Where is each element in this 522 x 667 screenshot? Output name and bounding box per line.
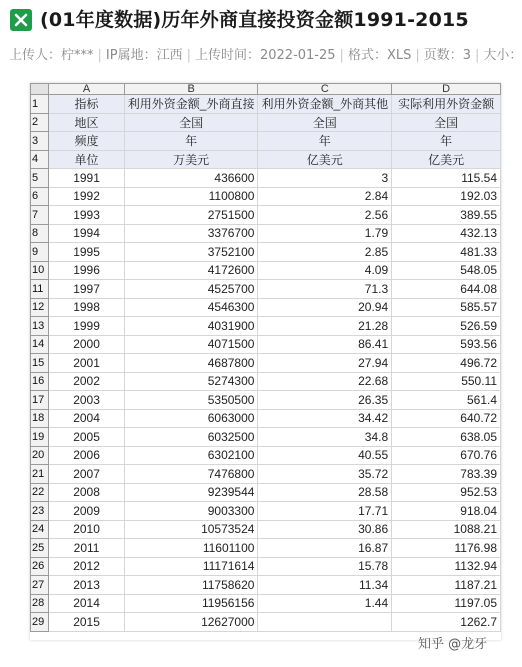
value-cell-d: 432.13 bbox=[392, 224, 501, 243]
col-letter-a: A bbox=[49, 84, 124, 95]
year-cell: 2005 bbox=[49, 428, 124, 447]
table-row bbox=[31, 613, 501, 632]
meta-format: 格式：XLS bbox=[347, 48, 412, 63]
value-cell-d: 593.56 bbox=[392, 335, 501, 354]
header-label-cell: 频度 bbox=[49, 132, 124, 151]
value-cell-b: 10573524 bbox=[124, 520, 258, 539]
row-number: 11 bbox=[31, 280, 49, 299]
value-cell-c: 2.85 bbox=[258, 243, 392, 262]
year-cell: 1992 bbox=[49, 187, 124, 206]
row-number: 15 bbox=[31, 354, 49, 373]
year-cell: 2006 bbox=[49, 446, 124, 465]
value-cell-c: 1.79 bbox=[258, 224, 392, 243]
value-cell-b: 万美元 bbox=[124, 150, 258, 169]
value-cell-d: 783.39 bbox=[392, 465, 501, 484]
year-cell: 1999 bbox=[49, 317, 124, 336]
row-number: 22 bbox=[31, 483, 49, 502]
year-cell: 1993 bbox=[49, 206, 124, 225]
row-number: 13 bbox=[31, 317, 49, 336]
value-cell-c: 1.44 bbox=[258, 594, 392, 613]
row-number: 9 bbox=[31, 243, 49, 262]
value-cell-b: 5350500 bbox=[124, 391, 258, 410]
value-cell-c: 2.84 bbox=[258, 187, 392, 206]
value-cell-d: 1176.98 bbox=[392, 539, 501, 558]
value-cell-d: 全国 bbox=[392, 113, 501, 132]
header-row bbox=[31, 132, 501, 151]
year-cell: 1996 bbox=[49, 261, 124, 280]
row-number: 25 bbox=[31, 539, 49, 558]
row-number: 17 bbox=[31, 391, 49, 410]
row-number: 23 bbox=[31, 502, 49, 521]
year-cell: 2000 bbox=[49, 335, 124, 354]
header-row bbox=[31, 113, 501, 132]
row-number: 8 bbox=[31, 224, 49, 243]
value-cell-d: 1197.05 bbox=[392, 594, 501, 613]
value-cell-c: 22.68 bbox=[258, 372, 392, 391]
value-cell-b: 4525700 bbox=[124, 280, 258, 299]
value-cell-c bbox=[258, 613, 392, 632]
value-cell-c: 11.34 bbox=[258, 576, 392, 595]
value-cell-d: 548.05 bbox=[392, 261, 501, 280]
value-cell-b: 4546300 bbox=[124, 298, 258, 317]
table-row bbox=[31, 483, 501, 502]
row-number: 29 bbox=[31, 613, 49, 632]
value-cell-b: 6302100 bbox=[124, 446, 258, 465]
value-cell-b: 3376700 bbox=[124, 224, 258, 243]
year-cell: 2015 bbox=[49, 613, 124, 632]
value-cell-b: 5274300 bbox=[124, 372, 258, 391]
value-cell-d: 585.57 bbox=[392, 298, 501, 317]
header-label-cell: 单位 bbox=[49, 150, 124, 169]
value-cell-c: 71.3 bbox=[258, 280, 392, 299]
value-cell-d: 640.72 bbox=[392, 409, 501, 428]
header-row bbox=[31, 150, 501, 169]
table-row bbox=[31, 335, 501, 354]
year-cell: 2013 bbox=[49, 576, 124, 595]
table-row bbox=[31, 557, 501, 576]
document-meta: 上传人：柠*** | IP属地：江西 | 上传时间：2022-01-25 | 格式：XLS | 页数：3 | 大小： bbox=[9, 48, 522, 63]
row-number: 4 bbox=[31, 150, 49, 169]
value-cell-c: 20.94 bbox=[258, 298, 392, 317]
document-header bbox=[0, 0, 522, 78]
value-cell-b: 11758620 bbox=[124, 576, 258, 595]
row-number: 20 bbox=[31, 446, 49, 465]
value-cell-b: 4687800 bbox=[124, 354, 258, 373]
value-cell-b: 12627000 bbox=[124, 613, 258, 632]
value-cell-d: 496.72 bbox=[392, 354, 501, 373]
value-cell-d: 192.03 bbox=[392, 187, 501, 206]
document-title: (01年度数据)历年外商直接投资金额1991-2015 bbox=[40, 9, 469, 31]
col-letter-d: D bbox=[392, 84, 501, 95]
table-row bbox=[31, 520, 501, 539]
value-cell-b: 4031900 bbox=[124, 317, 258, 336]
year-cell: 1997 bbox=[49, 280, 124, 299]
value-cell-c: 21.28 bbox=[258, 317, 392, 336]
value-cell-d: 952.53 bbox=[392, 483, 501, 502]
column-letter-row bbox=[31, 84, 501, 95]
value-cell-c: 35.72 bbox=[258, 465, 392, 484]
sheet-corner bbox=[31, 84, 49, 95]
table-row bbox=[31, 539, 501, 558]
value-cell-b: 11601100 bbox=[124, 539, 258, 558]
meta-size: 大小： bbox=[483, 48, 522, 63]
row-number: 14 bbox=[31, 335, 49, 354]
table-row bbox=[31, 354, 501, 373]
value-cell-d: 389.55 bbox=[392, 206, 501, 225]
table-row bbox=[31, 502, 501, 521]
year-cell: 2007 bbox=[49, 465, 124, 484]
value-cell-d: 实际利用外资金额 bbox=[392, 95, 501, 114]
row-number: 21 bbox=[31, 465, 49, 484]
value-cell-c: 27.94 bbox=[258, 354, 392, 373]
value-cell-d: 526.59 bbox=[392, 317, 501, 336]
value-cell-d: 1262.7 bbox=[392, 613, 501, 632]
value-cell-d: 1088.21 bbox=[392, 520, 501, 539]
table-row bbox=[31, 372, 501, 391]
value-cell-c: 利用外资金额_外商其他 bbox=[258, 95, 392, 114]
row-number: 16 bbox=[31, 372, 49, 391]
value-cell-d: 1132.94 bbox=[392, 557, 501, 576]
year-cell: 2011 bbox=[49, 539, 124, 558]
header-label-cell: 地区 bbox=[49, 113, 124, 132]
value-cell-c: 16.87 bbox=[258, 539, 392, 558]
meta-ip-location: IP属地：江西 bbox=[105, 48, 183, 63]
value-cell-d: 638.05 bbox=[392, 428, 501, 447]
table-row bbox=[31, 576, 501, 595]
row-number: 28 bbox=[31, 594, 49, 613]
table-row bbox=[31, 298, 501, 317]
value-cell-b: 7476800 bbox=[124, 465, 258, 484]
table-row bbox=[31, 465, 501, 484]
value-cell-b: 9239544 bbox=[124, 483, 258, 502]
value-cell-b: 全国 bbox=[124, 113, 258, 132]
value-cell-b: 4172600 bbox=[124, 261, 258, 280]
excel-file-icon bbox=[10, 9, 32, 31]
header-label-cell: 指标 bbox=[49, 95, 124, 114]
value-cell-d: 670.76 bbox=[392, 446, 501, 465]
value-cell-c: 34.42 bbox=[258, 409, 392, 428]
value-cell-b: 4071500 bbox=[124, 335, 258, 354]
value-cell-c: 34.8 bbox=[258, 428, 392, 447]
value-cell-b: 2751500 bbox=[124, 206, 258, 225]
value-cell-d: 550.11 bbox=[392, 372, 501, 391]
data-table bbox=[30, 83, 501, 632]
value-cell-c: 40.55 bbox=[258, 446, 392, 465]
year-cell: 2003 bbox=[49, 391, 124, 410]
table-row bbox=[31, 261, 501, 280]
value-cell-b: 3752100 bbox=[124, 243, 258, 262]
row-number: 27 bbox=[31, 576, 49, 595]
value-cell-c: 4.09 bbox=[258, 261, 392, 280]
table-row bbox=[31, 169, 501, 188]
value-cell-d: 561.4 bbox=[392, 391, 501, 410]
value-cell-c: 2.56 bbox=[258, 206, 392, 225]
value-cell-b: 6032500 bbox=[124, 428, 258, 447]
year-cell: 2001 bbox=[49, 354, 124, 373]
watermark: 知乎 @龙牙 bbox=[418, 637, 488, 652]
value-cell-d: 644.08 bbox=[392, 280, 501, 299]
value-cell-d: 年 bbox=[392, 132, 501, 151]
value-cell-b: 6063000 bbox=[124, 409, 258, 428]
row-number: 1 bbox=[31, 95, 49, 114]
year-cell: 2009 bbox=[49, 502, 124, 521]
value-cell-b: 11171614 bbox=[124, 557, 258, 576]
table-row bbox=[31, 391, 501, 410]
row-number: 12 bbox=[31, 298, 49, 317]
value-cell-c: 86.41 bbox=[258, 335, 392, 354]
value-cell-c: 15.78 bbox=[258, 557, 392, 576]
row-number: 24 bbox=[31, 520, 49, 539]
value-cell-c: 年 bbox=[258, 132, 392, 151]
table-row bbox=[31, 317, 501, 336]
value-cell-c: 全国 bbox=[258, 113, 392, 132]
row-number: 2 bbox=[31, 113, 49, 132]
year-cell: 1995 bbox=[49, 243, 124, 262]
year-cell: 2002 bbox=[49, 372, 124, 391]
spreadsheet-preview bbox=[30, 83, 501, 640]
value-cell-b: 1100800 bbox=[124, 187, 258, 206]
table-row bbox=[31, 243, 501, 262]
table-row bbox=[31, 594, 501, 613]
value-cell-c: 17.71 bbox=[258, 502, 392, 521]
row-number: 26 bbox=[31, 557, 49, 576]
year-cell: 1994 bbox=[49, 224, 124, 243]
meta-upload-time: 上传时间：2022-01-25 bbox=[194, 48, 336, 63]
value-cell-d: 918.04 bbox=[392, 502, 501, 521]
value-cell-c: 3 bbox=[258, 169, 392, 188]
row-number: 5 bbox=[31, 169, 49, 188]
table-row bbox=[31, 224, 501, 243]
value-cell-d: 1187.21 bbox=[392, 576, 501, 595]
row-number: 19 bbox=[31, 428, 49, 447]
year-cell: 2010 bbox=[49, 520, 124, 539]
col-letter-b: B bbox=[124, 84, 258, 95]
year-cell: 2014 bbox=[49, 594, 124, 613]
value-cell-c: 28.58 bbox=[258, 483, 392, 502]
table-row bbox=[31, 428, 501, 447]
col-letter-c: C bbox=[258, 84, 392, 95]
year-cell: 1991 bbox=[49, 169, 124, 188]
value-cell-b: 9003300 bbox=[124, 502, 258, 521]
year-cell: 2004 bbox=[49, 409, 124, 428]
value-cell-d: 115.54 bbox=[392, 169, 501, 188]
value-cell-b: 436600 bbox=[124, 169, 258, 188]
value-cell-c: 亿美元 bbox=[258, 150, 392, 169]
value-cell-d: 481.33 bbox=[392, 243, 501, 262]
year-cell: 2008 bbox=[49, 483, 124, 502]
meta-pages: 页数：3 bbox=[423, 48, 472, 63]
year-cell: 1998 bbox=[49, 298, 124, 317]
value-cell-b: 年 bbox=[124, 132, 258, 151]
table-row bbox=[31, 446, 501, 465]
table-row bbox=[31, 409, 501, 428]
row-number: 10 bbox=[31, 261, 49, 280]
meta-uploader: 上传人：柠*** bbox=[9, 48, 94, 63]
table-row bbox=[31, 206, 501, 225]
table-row bbox=[31, 187, 501, 206]
value-cell-c: 30.86 bbox=[258, 520, 392, 539]
year-cell: 2012 bbox=[49, 557, 124, 576]
table-row bbox=[31, 280, 501, 299]
value-cell-d: 亿美元 bbox=[392, 150, 501, 169]
row-number: 6 bbox=[31, 187, 49, 206]
row-number: 7 bbox=[31, 206, 49, 225]
value-cell-b: 利用外资金额_外商直接 bbox=[124, 95, 258, 114]
header-row bbox=[31, 95, 501, 114]
value-cell-c: 26.35 bbox=[258, 391, 392, 410]
row-number: 18 bbox=[31, 409, 49, 428]
row-number: 3 bbox=[31, 132, 49, 151]
value-cell-b: 11956156 bbox=[124, 594, 258, 613]
